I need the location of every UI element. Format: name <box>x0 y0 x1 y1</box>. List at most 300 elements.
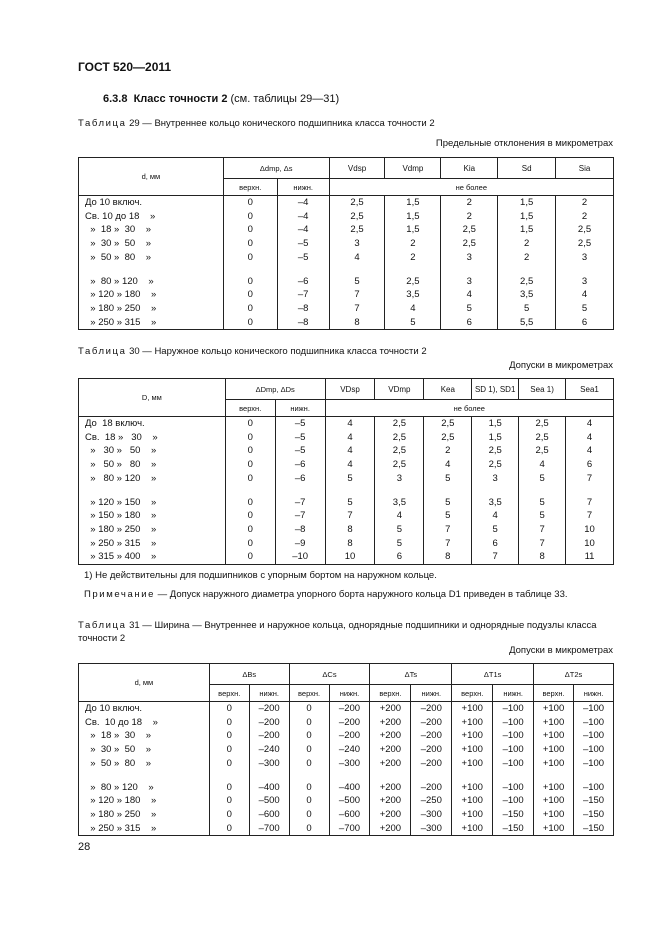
row-label: Св. 18 » 30 » <box>79 431 226 445</box>
cell-value: 4 <box>325 417 375 431</box>
cell-value: 2,5 <box>441 223 498 237</box>
cell-value: –5 <box>277 237 329 251</box>
row-label: Св. 10 до 18 » <box>79 210 224 224</box>
cell-value: 11 <box>566 550 614 564</box>
cell-value: –500 <box>249 794 289 808</box>
cell-value: 1,5 <box>498 210 556 224</box>
cell-value: +100 <box>534 808 574 822</box>
col-upper: верхн. <box>289 685 329 702</box>
cell-value: 0 <box>209 781 249 795</box>
cell-value: +100 <box>452 716 493 730</box>
cell-value: 4 <box>385 302 441 316</box>
cell-value: 1,5 <box>498 223 556 237</box>
row-label: » 50 » 80 » <box>79 757 210 771</box>
cell-value: 4 <box>441 288 498 302</box>
cell-value: –600 <box>249 808 289 822</box>
cell-value: +100 <box>534 743 574 757</box>
cell-value: 5 <box>325 472 375 486</box>
cell-value: +200 <box>370 781 411 795</box>
cell-value: –4 <box>277 210 329 224</box>
cell-value: –7 <box>275 509 325 523</box>
table-row <box>79 210 614 224</box>
cell-value: –5 <box>275 431 325 445</box>
cell-value: –100 <box>493 794 534 808</box>
cell-value: 4 <box>325 431 375 445</box>
cell-value: –400 <box>249 781 289 795</box>
row-spacer <box>79 771 614 781</box>
cell-value: 1,5 <box>498 196 556 210</box>
col-sea1: Sea1 <box>566 379 614 400</box>
col-upper: верхн. <box>370 685 411 702</box>
cell-value: 0 <box>223 223 277 237</box>
cell-value: 1,5 <box>385 223 441 237</box>
cell-value: +100 <box>534 729 574 743</box>
cell-value: 4 <box>556 288 614 302</box>
row-label: » 18 » 30 » <box>79 729 210 743</box>
col-kia: Kia <box>441 158 498 179</box>
cell-value: 0 <box>209 757 249 771</box>
col-sd: SD 1), SD1 <box>472 379 519 400</box>
cell-value: 2 <box>424 444 472 458</box>
table-30-footnote: 1) Не действительны для подшипников с упорным бортом на наружном кольце. <box>84 570 437 581</box>
table-row <box>79 223 614 237</box>
cell-value: 4 <box>325 458 375 472</box>
table-row <box>79 794 614 808</box>
col-deviation: Δdmp, Δs <box>223 158 329 179</box>
section-ref: (см. таблицы 29—31) <box>230 93 340 105</box>
col-deviation: ΔDmp, ΔDs <box>225 379 325 400</box>
table-row <box>79 288 614 302</box>
row-label: » 120 » 150 » <box>79 496 226 510</box>
col-vdsp: Vdsp <box>329 158 385 179</box>
cell-value: 2 <box>498 251 556 265</box>
cell-value: –100 <box>574 757 614 771</box>
cell-value: 5 <box>424 496 472 510</box>
table-row <box>79 316 614 330</box>
cell-value: –5 <box>275 417 325 431</box>
cell-value: –200 <box>411 716 452 730</box>
col-lower: нижн. <box>275 400 325 417</box>
cell-value: 7 <box>566 472 614 486</box>
cell-value: –6 <box>277 275 329 289</box>
cell-value: 2 <box>441 196 498 210</box>
cell-value: 0 <box>223 302 277 316</box>
cell-value: +200 <box>370 822 411 836</box>
row-label: » 180 » 250 » <box>79 302 224 316</box>
cell-value: 7 <box>519 537 566 551</box>
cell-value: –5 <box>277 251 329 265</box>
cell-value: –300 <box>411 822 452 836</box>
cell-value: –10 <box>275 550 325 564</box>
cell-value: 0 <box>223 210 277 224</box>
table-29 <box>78 157 614 330</box>
cell-value: 0 <box>289 781 329 795</box>
cell-value: –600 <box>329 808 370 822</box>
cell-value: +100 <box>452 729 493 743</box>
cell-value: 3 <box>556 251 614 265</box>
cell-value: 4 <box>566 444 614 458</box>
cell-value: 2,5 <box>385 275 441 289</box>
col-upper: верхн. <box>534 685 574 702</box>
cell-value: 4 <box>472 509 519 523</box>
cell-value: 0 <box>223 275 277 289</box>
cell-value: –500 <box>329 794 370 808</box>
cell-value: 0 <box>289 743 329 757</box>
cell-value: 7 <box>329 288 385 302</box>
cell-value: –100 <box>493 729 534 743</box>
cell-value: –4 <box>277 196 329 210</box>
cell-value: +100 <box>452 781 493 795</box>
table-row <box>79 509 614 523</box>
table-row <box>79 275 614 289</box>
cell-value: –200 <box>411 702 452 716</box>
cell-value: 0 <box>209 702 249 716</box>
cell-value: 1,5 <box>385 196 441 210</box>
row-label: » 30 » 50 » <box>79 237 224 251</box>
cell-value: 1,5 <box>472 417 519 431</box>
table-row <box>79 743 614 757</box>
cell-value: 4 <box>375 509 424 523</box>
cell-value: +100 <box>452 822 493 836</box>
cell-value: 3 <box>556 275 614 289</box>
cell-value: –200 <box>411 781 452 795</box>
cell-value: 2,5 <box>441 237 498 251</box>
cell-value: 0 <box>209 808 249 822</box>
cell-value: –8 <box>277 302 329 316</box>
cell-value: 0 <box>225 550 275 564</box>
row-label: » 80 » 120 » <box>79 781 210 795</box>
cell-value: 7 <box>519 523 566 537</box>
cell-value: 6 <box>566 458 614 472</box>
table-30-note: Примечание — Допуск наружного диаметра упорного борта наружного кольца D1 приведен в таблице 33. <box>84 589 568 600</box>
col-vdmp: VDmp <box>375 379 424 400</box>
cell-value: 2,5 <box>424 417 472 431</box>
cell-value: –250 <box>411 794 452 808</box>
col-not-more: не более <box>329 179 613 196</box>
cell-value: 5 <box>519 472 566 486</box>
cell-value: –200 <box>411 729 452 743</box>
col-kea: Kea <box>424 379 472 400</box>
row-label: » 120 » 180 » <box>79 794 210 808</box>
section-heading <box>103 93 339 105</box>
col-ts: ΔTs <box>370 664 452 685</box>
cell-value: 5 <box>329 275 385 289</box>
row-label: » 50 » 80 » <box>79 251 224 265</box>
table-row <box>79 237 614 251</box>
row-label: » 180 » 250 » <box>79 523 226 537</box>
cell-value: 2,5 <box>424 431 472 445</box>
cell-value: 2 <box>441 210 498 224</box>
cell-value: 2,5 <box>375 458 424 472</box>
cell-value: –100 <box>574 729 614 743</box>
cell-value: 2,5 <box>329 210 385 224</box>
cell-value: 5 <box>519 509 566 523</box>
cell-value: 0 <box>225 458 275 472</box>
cell-value: –240 <box>249 743 289 757</box>
cell-value: 7 <box>424 537 472 551</box>
col-lower: нижн. <box>411 685 452 702</box>
cell-value: –200 <box>329 702 370 716</box>
col-d: d, мм <box>79 664 210 702</box>
col-d: d, мм <box>79 158 224 196</box>
cell-value: –300 <box>329 757 370 771</box>
cell-value: 7 <box>566 496 614 510</box>
cell-value: –200 <box>411 743 452 757</box>
cell-value: 0 <box>225 537 275 551</box>
cell-value: 2 <box>385 251 441 265</box>
cell-value: 0 <box>289 794 329 808</box>
cell-value: 3,5 <box>472 496 519 510</box>
cell-value: 4 <box>519 458 566 472</box>
cell-value: 4 <box>424 458 472 472</box>
row-label: » 315 » 400 » <box>79 550 226 564</box>
row-label: » 30 » 50 » <box>79 743 210 757</box>
cell-value: 2,5 <box>329 196 385 210</box>
cell-value: –300 <box>411 808 452 822</box>
row-label: » 180 » 250 » <box>79 808 210 822</box>
cell-value: 0 <box>209 794 249 808</box>
col-upper: верхн. <box>452 685 493 702</box>
cell-value: –200 <box>329 729 370 743</box>
table-31-units: Допуски в микрометрах <box>509 645 613 656</box>
row-label: » 120 » 180 » <box>79 288 224 302</box>
table-row <box>79 496 614 510</box>
cell-value: 10 <box>566 523 614 537</box>
cell-value: +200 <box>370 716 411 730</box>
cell-value: 0 <box>223 288 277 302</box>
cell-value: 0 <box>225 417 275 431</box>
cell-value: +100 <box>534 757 574 771</box>
table-row <box>79 537 614 551</box>
cell-value: +200 <box>370 702 411 716</box>
cell-value: 6 <box>472 537 519 551</box>
table-31-caption: Таблица 31 — Ширина — Внутреннее и наружное кольца, однорядные подшипники и однорядные подузлы класса точности 2 <box>78 620 597 644</box>
table-row <box>79 702 614 716</box>
cell-value: 2 <box>498 237 556 251</box>
row-label: До 10 включ. <box>79 702 210 716</box>
cell-value: –5 <box>275 444 325 458</box>
cell-value: 2,5 <box>519 444 566 458</box>
cell-value: 2,5 <box>472 444 519 458</box>
cell-value: 0 <box>209 743 249 757</box>
table-row <box>79 444 614 458</box>
cell-value: 0 <box>225 496 275 510</box>
cell-value: 7 <box>325 509 375 523</box>
cell-value: 4 <box>566 417 614 431</box>
col-t1s: ΔT1s <box>452 664 534 685</box>
cell-value: +200 <box>370 743 411 757</box>
row-label: » 80 » 120 » <box>79 275 224 289</box>
cell-value: 5 <box>472 523 519 537</box>
cell-value: 3,5 <box>385 288 441 302</box>
col-upper: верхн. <box>209 685 249 702</box>
cell-value: 0 <box>225 472 275 486</box>
cell-value: 2,5 <box>519 431 566 445</box>
cell-value: –700 <box>249 822 289 836</box>
cell-value: 3 <box>375 472 424 486</box>
row-label: » 150 » 180 » <box>79 509 226 523</box>
cell-value: 6 <box>375 550 424 564</box>
cell-value: 0 <box>223 316 277 330</box>
cell-value: 2,5 <box>556 223 614 237</box>
cell-value: –7 <box>277 288 329 302</box>
cell-value: 0 <box>289 729 329 743</box>
cell-value: +100 <box>534 822 574 836</box>
cell-value: 5 <box>385 316 441 330</box>
cell-value: –100 <box>574 743 614 757</box>
row-label: До 18 включ. <box>79 417 226 431</box>
table-row <box>79 757 614 771</box>
cell-value: 0 <box>289 716 329 730</box>
cell-value: 5,5 <box>498 316 556 330</box>
cell-value: +100 <box>534 781 574 795</box>
cell-value: –8 <box>275 523 325 537</box>
cell-value: 5 <box>441 302 498 316</box>
cell-value: 2,5 <box>556 237 614 251</box>
row-label: До 10 включ. <box>79 196 224 210</box>
page-number: 28 <box>78 841 91 853</box>
col-sia: Sia <box>556 158 614 179</box>
cell-value: 0 <box>209 729 249 743</box>
table-row <box>79 729 614 743</box>
table-row <box>79 458 614 472</box>
cell-value: +100 <box>534 716 574 730</box>
cell-value: 6 <box>441 316 498 330</box>
cell-value: 10 <box>325 550 375 564</box>
row-label: » 18 » 30 » <box>79 223 224 237</box>
col-lower: нижн. <box>249 685 289 702</box>
cell-value: –100 <box>493 702 534 716</box>
cell-value: –100 <box>574 702 614 716</box>
cell-value: –100 <box>493 716 534 730</box>
cell-value: –7 <box>275 496 325 510</box>
cell-value: –400 <box>329 781 370 795</box>
cell-value: 0 <box>289 757 329 771</box>
cell-value: 5 <box>375 523 424 537</box>
cell-value: 1,5 <box>385 210 441 224</box>
row-label: Св. 10 до 18 » <box>79 716 210 730</box>
col-lower: нижн. <box>574 685 614 702</box>
cell-value: 0 <box>225 509 275 523</box>
row-label: » 80 » 120 » <box>79 472 226 486</box>
table-row <box>79 523 614 537</box>
cell-value: 3,5 <box>498 288 556 302</box>
cell-value: 2 <box>556 196 614 210</box>
table-30-caption: Таблица 30 — Наружное кольцо конического подшипника класса точности 2 <box>78 346 427 357</box>
cell-value: 0 <box>223 251 277 265</box>
section-number: 6.3.8 <box>103 93 128 105</box>
cell-value: 7 <box>566 509 614 523</box>
cell-value: +200 <box>370 808 411 822</box>
cell-value: 3 <box>472 472 519 486</box>
cell-value: +200 <box>370 794 411 808</box>
row-spacer <box>79 265 614 275</box>
table-row <box>79 808 614 822</box>
row-spacer <box>79 486 614 496</box>
cell-value: 5 <box>519 496 566 510</box>
col-lower: нижн. <box>277 179 329 196</box>
table-31 <box>78 663 614 836</box>
cell-value: –300 <box>249 757 289 771</box>
cell-value: 7 <box>424 523 472 537</box>
cell-value: 2,5 <box>375 444 424 458</box>
col-sd: Sd <box>498 158 556 179</box>
row-label: » 250 » 315 » <box>79 316 224 330</box>
col-cs: ΔCs <box>289 664 370 685</box>
cell-value: 8 <box>325 537 375 551</box>
cell-value: +100 <box>452 808 493 822</box>
table-row <box>79 417 614 431</box>
cell-value: 0 <box>209 822 249 836</box>
cell-value: 8 <box>519 550 566 564</box>
section-title: Класс точности 2 <box>133 93 228 105</box>
col-d: D, мм <box>79 379 226 417</box>
cell-value: +200 <box>370 729 411 743</box>
cell-value: –700 <box>329 822 370 836</box>
cell-value: –200 <box>249 729 289 743</box>
cell-value: 0 <box>209 716 249 730</box>
table-row <box>79 431 614 445</box>
cell-value: 5 <box>498 302 556 316</box>
col-vdmp: Vdmp <box>385 158 441 179</box>
row-label: » 250 » 315 » <box>79 822 210 836</box>
cell-value: 2,5 <box>498 275 556 289</box>
cell-value: 0 <box>223 196 277 210</box>
cell-value: 0 <box>225 444 275 458</box>
row-label: » 50 » 80 » <box>79 458 226 472</box>
cell-value: –100 <box>493 781 534 795</box>
cell-value: 8 <box>329 316 385 330</box>
table-row <box>79 550 614 564</box>
cell-value: +200 <box>370 757 411 771</box>
cell-value: 6 <box>556 316 614 330</box>
cell-value: 4 <box>329 251 385 265</box>
table-row <box>79 822 614 836</box>
col-bs: ΔBs <box>209 664 289 685</box>
table-row <box>79 302 614 316</box>
cell-value: 5 <box>424 509 472 523</box>
cell-value: 3 <box>329 237 385 251</box>
row-label: » 30 » 50 » <box>79 444 226 458</box>
cell-value: 7 <box>472 550 519 564</box>
cell-value: 5 <box>375 537 424 551</box>
table-30 <box>78 378 614 565</box>
table-29-units: Предельные отклонения в микрометрах <box>435 138 613 149</box>
col-upper: верхн. <box>223 179 277 196</box>
cell-value: –150 <box>493 808 534 822</box>
table-row <box>79 781 614 795</box>
cell-value: –100 <box>493 743 534 757</box>
table-row <box>79 716 614 730</box>
table-row <box>79 251 614 265</box>
col-upper: верхн. <box>225 400 275 417</box>
cell-value: 1,5 <box>472 431 519 445</box>
cell-value: 10 <box>566 537 614 551</box>
cell-value: 2 <box>385 237 441 251</box>
cell-value: 0 <box>289 702 329 716</box>
cell-value: +100 <box>534 794 574 808</box>
cell-value: 2,5 <box>375 417 424 431</box>
cell-value: 2,5 <box>329 223 385 237</box>
cell-value: 0 <box>223 237 277 251</box>
cell-value: 2,5 <box>519 417 566 431</box>
cell-value: 0 <box>289 822 329 836</box>
row-label: » 250 » 315 » <box>79 537 226 551</box>
cell-value: –150 <box>574 794 614 808</box>
cell-value: 5 <box>424 472 472 486</box>
cell-value: –200 <box>249 702 289 716</box>
cell-value: 0 <box>289 808 329 822</box>
